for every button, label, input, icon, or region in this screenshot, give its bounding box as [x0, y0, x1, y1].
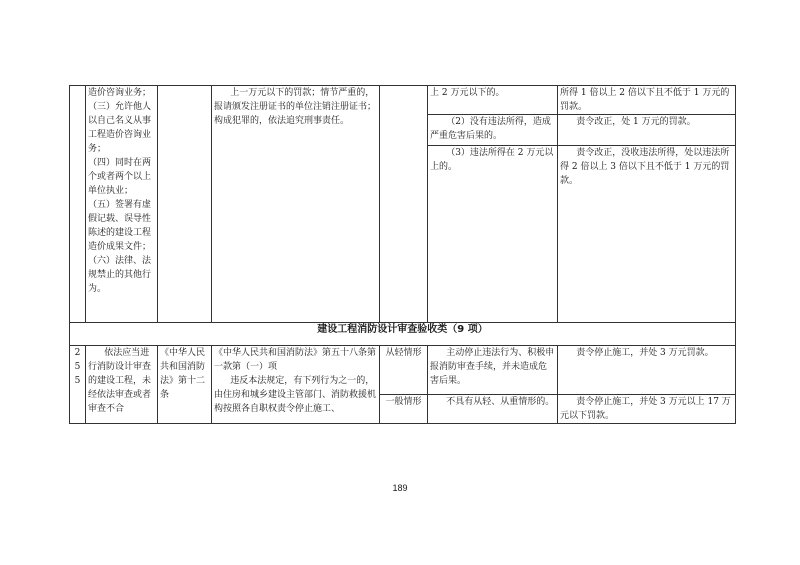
conduct-cell: 造价咨询业务； （三）允许他人以自己名义从事工程造价咨询业务； （四）同时在两个或者两个以上单位执业； （五）签署有虚假记载、误导性陈述的建设工程造价成果文件； （六）法律、法规禁止的其他行为。 [86, 86, 158, 323]
table-row [70, 346, 736, 395]
circumstance-detail: 不具有从轻、从重情形的。 [428, 395, 558, 424]
penalty-standards-table [69, 85, 736, 424]
law-cell [158, 86, 212, 323]
penalty-standard-cell: 责令改正，没收违法所得，处以违法所得 2 倍以上 3 倍以下且不低于 1 万元的罚款。 [558, 146, 736, 323]
table-row [70, 86, 736, 115]
penalty-standard-cell: 所得 1 倍以上 2 倍以下且不低于 1 万元的罚款。 [558, 86, 736, 115]
page-number: 189 [392, 483, 408, 493]
number-cell [70, 86, 86, 323]
circumstance-detail: 主动停止违法行为、积极申报消防审查手续，并未造成危害后果。 [428, 346, 558, 395]
penalty-standard: 责令停止施工，并处 3 万元以上 17 万元以下罚款。 [558, 395, 736, 424]
legal-basis: 《中华人民共和国消防法》第十二条 [158, 346, 212, 424]
circumstance-detail-cell: （3）违法所得在 2 万元以上的。 [428, 146, 558, 323]
penalty-basis-body: 违反本法规定，有下列行为之一的，由住房和城乡建设主管部门、消防救援机构按照各自职权责令停止施工、 [214, 376, 377, 414]
item-number: 255 [70, 346, 86, 424]
penalty-basis-cell: 上一万元以下的罚款；情节严重的，报请颁发注册证书的单位注销注册证书；构成犯罪的，依法追究刑事责任。 [212, 86, 380, 323]
section-title: 建设工程消防设计审查验收类（9 项） [70, 323, 736, 346]
circumstance-level-cell [380, 86, 428, 323]
section-header-row [70, 323, 736, 346]
penalty-basis [212, 346, 380, 424]
circumstance-detail-cell: （2）没有违法所得，造成严重危害后果的。 [428, 115, 558, 146]
circumstance-detail-cell: 上 2 万元以下的。 [428, 86, 558, 115]
penalty-standard: 责令停止施工，并处 3 万元罚款。 [558, 346, 736, 395]
circumstance-level: 一般情形 [380, 395, 428, 424]
circumstance-level: 从轻情形 [380, 346, 428, 395]
illegal-conduct: 依法应当进行消防设计审查的建设工程，未经依法审查或者审查不合 [86, 346, 158, 424]
penalty-basis-title: 《中华人民共和国消防法》第五十八条第一款第（一）项 [214, 348, 377, 372]
penalty-standard-cell: 责令改正，处 1 万元的罚款。 [558, 115, 736, 146]
